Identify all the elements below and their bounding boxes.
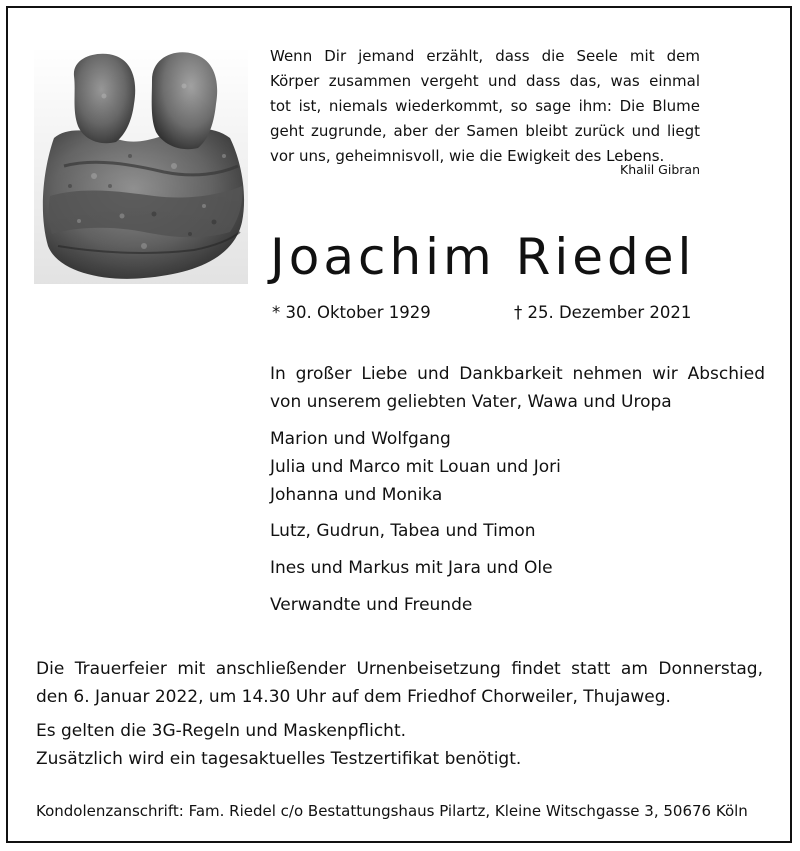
- quote-line: geht zugrunde, aber der Samen bleibt zurück und liegt: [270, 122, 700, 140]
- mourners-third: [270, 554, 765, 582]
- condolence-address: Kondolenzanschrift: Fam. Riedel c/o Bestattungshaus Pilartz, Kleine Witschgasse 3, 50676 Köln: [36, 802, 748, 820]
- quote-line: Körper zusammen vergeht und dass das, was einmal: [270, 72, 700, 90]
- mourners-relatives: [270, 591, 765, 619]
- covid-rules: [36, 717, 763, 773]
- quote-author: Khalil Gibran: [620, 162, 700, 177]
- farewell-text: [270, 360, 765, 416]
- mourners-second: [270, 517, 765, 545]
- mourner-line: Johanna und Monika: [270, 485, 443, 505]
- mourners-family: [270, 425, 765, 509]
- quote-line: tot ist, niemals wiederkommt, so sage ihm: Die Blume: [270, 97, 700, 115]
- death-date: † 25. Dezember 2021: [514, 303, 692, 322]
- rules-line: Es gelten die 3G-Regeln und Maskenpflicht.: [36, 721, 407, 741]
- mourner-line: Verwandte und Freunde: [270, 595, 473, 615]
- mourner-line: Ines und Markus mit Jara und Ole: [270, 558, 553, 578]
- mourner-line: Lutz, Gudrun, Tabea und Timon: [270, 521, 536, 541]
- deceased-name: Joachim Riedel: [270, 228, 696, 286]
- farewell-line: von unserem geliebten Vater, Wawa und Uropa: [270, 392, 672, 412]
- birth-date: * 30. Oktober 1929: [272, 303, 431, 322]
- farewell-line: In großer Liebe und Dankbarkeit nehmen wir Abschied: [270, 364, 765, 384]
- quote-line: Wenn Dir jemand erzählt, dass die Seele mit dem: [270, 47, 700, 65]
- quote-line: vor uns, geheimnisvoll, wie die Ewigkeit des Lebens.: [270, 147, 665, 165]
- embracing-figures-sculpture-image: [34, 46, 248, 284]
- mourner-line: Marion und Wolfgang: [270, 429, 451, 449]
- ceremony-line: den 6. Januar 2022, um 14.30 Uhr auf dem Friedhof Chorweiler, Thujaweg.: [36, 687, 671, 707]
- mourner-line: Julia und Marco mit Louan und Jori: [270, 457, 561, 477]
- rules-line: Zusätzlich wird ein tagesaktuelles Testzertifikat benötigt.: [36, 749, 522, 769]
- gibran-quote: [270, 44, 700, 169]
- ceremony-info: [36, 655, 763, 711]
- ceremony-line: Die Trauerfeier mit anschließender Urnenbeisetzung findet statt am Donnerstag,: [36, 659, 763, 679]
